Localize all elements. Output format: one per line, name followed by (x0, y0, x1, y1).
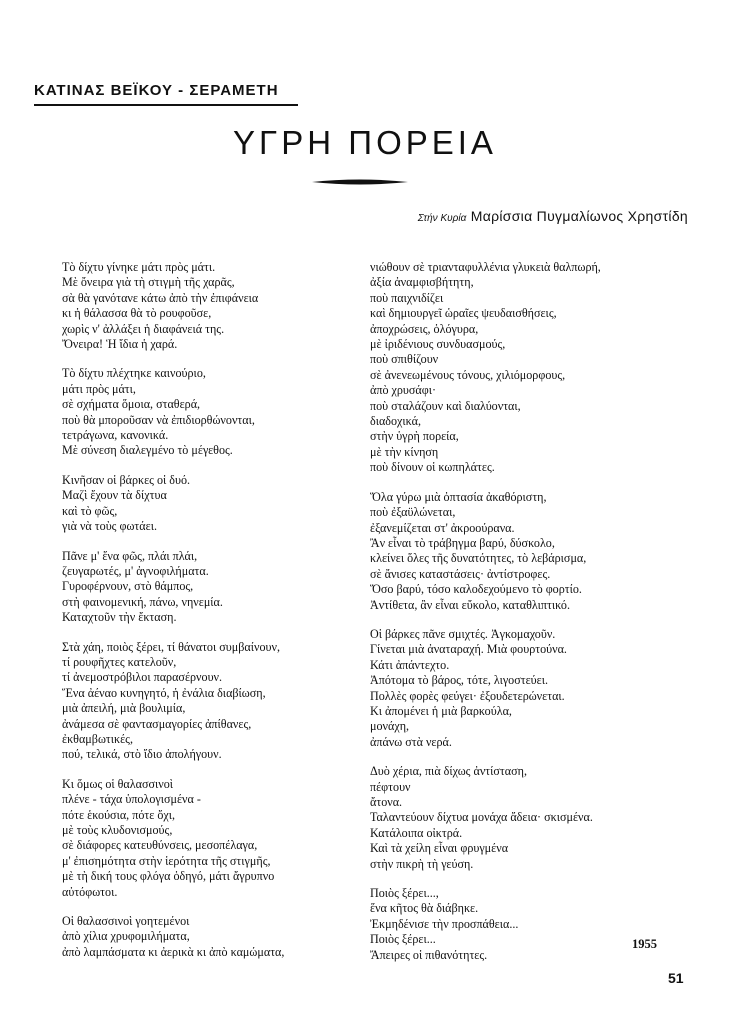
poem-line: Γυροφέρνουν, στὸ θάμπος, (62, 579, 194, 594)
stanza (370, 260, 700, 476)
dedication-name: Μαρίσσια Πυγμαλίωνος Χρηστίδη (470, 208, 688, 224)
poem-line: διαδοχικά, (370, 414, 422, 429)
poem-line: ἀνάμεσα σὲ φαντασμαγορίες ἀπίθανες, (62, 716, 252, 731)
poem-line: ποὺ θὰ μποροῦσαν νὰ ἐπιδιορθώνονται, (62, 412, 255, 427)
poem-line: Πᾶνε μ' ἕνα φῶς, πλάι πλάι, (62, 548, 198, 563)
stanza (62, 366, 352, 458)
poem-line: μὲ τὴ δική τους φλόγα ὁδηγό, μάτι ἄγρυπνο (62, 869, 275, 884)
poem-line: τετράγωνα, κανονικά. (62, 428, 169, 443)
poem-line: Ὅλα γύρω μιὰ ὀπτασία ἀκαθόριστη, (370, 489, 547, 504)
poem-line: κλείνει ὅλες τῆς δυνατότητες, τὸ λεβάρισμα, (370, 551, 587, 566)
poem-line: καὶ τὸ φῶς, (62, 503, 118, 518)
poem-line: αὐτόφωτοι. (62, 884, 118, 899)
poem-line: ποὺ παιχνιδίζει (370, 290, 444, 305)
poem-line: Ἀπότομα τὸ βάρος, τότε, λιγοστεύει. (370, 673, 549, 688)
poem-line: μὲ τὴν κίνηση (370, 444, 439, 459)
poem-line: Ἕνα ἀέναο κυνηγητό, ἡ ἐνάλια διαβίωση, (62, 685, 266, 700)
poem-line: νιώθουν σὲ τριανταφυλλένια γλυκειὰ θαλπωρή, (370, 260, 601, 274)
poem-line: Ὅσο βαρύ, τόσο καλοδεχούμενο τὸ φορτίο. (370, 582, 582, 597)
poem-line: Οἱ θαλασσινοὶ γοητεμένοι (62, 914, 190, 929)
poem-line: χωρὶς ν' ἀλλάξει ἡ διαφάνειά της. (62, 321, 225, 336)
dedication-prefix: Στήν Κυρία (417, 213, 467, 224)
stanza (370, 627, 700, 750)
poem-line: στὴν ὑγρὴ πορεία, (370, 429, 459, 444)
poem-year: 1955 (632, 937, 657, 951)
poem-line: στὴν πικρὴ τὴ γεύση. (370, 856, 474, 871)
poem-line: σὲ ἀνενεωμένους τόνους, χιλιόμορφους, (370, 367, 566, 382)
poem-line: γιὰ νὰ τοὺς φωτάει. (62, 519, 157, 534)
poem-line: ἀπὸ χρυσάφι· (370, 383, 437, 398)
poem-line: σὲ ἄνισες καταστάσεις· ἀντίστροφες. (370, 566, 551, 581)
author-underline (34, 104, 298, 106)
poem-line: Τὸ δίχτυ πλέχτηκε καινούριο, (62, 366, 206, 381)
poem-line: Κάτι ἀπάντεχτο. (370, 657, 450, 672)
poem-line: Ἀντίθετα, ἂν εἶναι εὔκολο, καταθλιπτικό. (370, 597, 570, 612)
poem-line: ἕνα κῆτος θὰ διάβηκε. (370, 901, 479, 916)
poem-line: μὲ τοὺς κλυδονισμούς, (62, 823, 173, 837)
stanza (62, 914, 352, 960)
title-ornament (312, 176, 408, 188)
poem-line: κι ἡ θάλασσα θὰ τὸ ρουφοῦσε, (62, 306, 212, 321)
poem-line: ἀπάνω στὰ νερά. (370, 734, 452, 749)
poem-line: μιὰ ἀπειλή, μιὰ βουλιμία, (62, 701, 186, 716)
poem-line: Ἂν εἶναι τὸ τράβηγμα βαρύ, δύσκολο, (370, 535, 555, 550)
poem-line: σὲ σχήματα ὅμοια, σταθερά, (62, 397, 201, 412)
poem-title: ΥΓΡΗ ΠΟΡΕΙΑ (233, 124, 497, 161)
poem-line: Γίνεται μιὰ ἀναταραχή. Μιὰ φουρτούνα. (370, 642, 567, 657)
poem-line: σὰ θὰ γανότανε κάτω ἀπὸ τὴν ἐπιφάνεια (62, 290, 259, 305)
poem-line: ἀπὸ λαμπάσματα κι ἀερικὰ κι ἀπὸ καμώματα, (62, 944, 285, 959)
poem-line: ποὺ σταλάζουν καὶ διαλύονται, (370, 398, 521, 413)
poem-line: ἐξανεμίζεται στ' ἀκροούρανα. (370, 520, 515, 535)
page-number: 51 (668, 970, 684, 986)
poem-line: πού, τελικά, στὸ ἴδιο ἀπολήγουν. (62, 747, 222, 762)
stanza (62, 777, 352, 900)
poem-line: Ἐκμηδένισε τὴν προσπάθεια... (370, 916, 519, 931)
poem-line: ἀξία ἀναμφισβήτητη, (370, 275, 474, 290)
poem-line: σὲ διάφορες κατευθύνσεις, μεσοπέλαγα, (62, 838, 258, 853)
poem-line: Στὰ χάη, ποιὸς ξέρει, τί θάνατοι συμβαίνουν, (62, 639, 280, 654)
poem-line: τί ρουφῆχτες κατελοῦν, (62, 654, 177, 669)
poem-line: ἄτονα. (370, 795, 403, 809)
poem-line: Μὲ σύνεση διαλεγμένο τὸ μέγεθος. (62, 443, 233, 458)
poem-line: Ὄνειρα! Ἡ ἴδια ἡ χαρά. (62, 337, 178, 352)
poem-line: ζευγαρωτές, μ' ἀγνοφιλήματα. (62, 563, 209, 578)
poem-line: Κατάλοιπα οἰκτρά. (370, 825, 463, 840)
poem-line: μ' ἐπισημότητα στὴν ἱερότητα τῆς στιγμῆς, (62, 853, 271, 868)
poem-column-left (62, 260, 352, 974)
dedication (418, 208, 688, 226)
poem-line: Ποιὸς ξέρει..., (370, 886, 439, 901)
poem-line: τί ἀνεμοστρόβιλοι παρασέρνουν. (62, 670, 223, 685)
author-name: ΚΑΤΙΝΑΣ ΒΕΪΚΟΥ - ΣΕΡΑΜΕΤΗ (34, 82, 279, 99)
stanza (62, 549, 352, 626)
poem-line: ἐκθαμβωτικές, (62, 731, 133, 746)
poem-line: Καὶ τὰ χείλη εἶναι φρυγμένα (370, 841, 509, 856)
stanza (62, 473, 352, 535)
poem-line: πότε ἑκούσια, πότε ὄχι, (62, 807, 176, 822)
poem-line: Μὲ ὄνειρα γιὰ τὴ στιγμὴ τῆς χαρᾶς, (62, 275, 235, 290)
poem-line: ποὺ δίνουν οἱ κωπηλάτες. (370, 460, 495, 475)
stanza (370, 490, 700, 613)
poem-line: ποὺ ἐξαϋλώνεται, (370, 505, 456, 520)
poem-line: στὴ φαινομενική, πάνω, νηνεμία. (62, 594, 223, 609)
poem-line: Κι ἀπομένει ἡ μιὰ βαρκούλα, (370, 703, 512, 718)
poem-line: καὶ δημιουργεῖ ὡραῖες ψευδαισθήσεις, (370, 306, 557, 321)
poem-line: ποὺ σπιθίζουν (370, 352, 439, 367)
poem-line: μονάχη, (370, 719, 410, 734)
stanza (62, 260, 352, 352)
poem-line: Οἱ βάρκες πᾶνε σμιχτές. Ἀγκομαχοῦν. (370, 626, 556, 641)
poem-line: Μαζὶ ἔχουν τὰ δίχτυα (62, 488, 167, 503)
poem-column-right (370, 260, 700, 977)
stanza (370, 764, 700, 872)
poem-line: Καταχτοῦν τὴν ἔκταση. (62, 610, 177, 625)
poem-line: Ἄπειρες οἱ πιθανότητες. (370, 947, 488, 962)
poem-line: ἀποχρώσεις, ὁλόγυρα, (370, 321, 479, 336)
poem-line: Ποιὸς ξέρει... (370, 932, 436, 947)
poem-line: Δυὸ χέρια, πιὰ δίχως ἀντίσταση, (370, 764, 528, 779)
poem-line: Κινῆσαν οἱ βάρκες οἱ δυό. (62, 472, 191, 487)
poem-line: ἀπὸ χίλια χρυφομιλήματα, (62, 929, 190, 944)
poem-line: Πολλὲς φορὲς φεύγει· ἐξουδετερώνεται. (370, 688, 565, 703)
poem-line: Τὸ δίχτυ γίνηκε μάτι πρὸς μάτι. (62, 260, 216, 274)
stanza (62, 640, 352, 763)
poem-line: πλένε - τάχα ὑπολογισμένα - (62, 792, 201, 807)
poem-line: Κι ὅμως οἱ θαλασσινοὶ (62, 776, 174, 791)
poem-line: Ταλαντεύουν δίχτυα μονάχα ἄδεια· σκισμένα. (370, 810, 593, 825)
poem-line: πέφτουν (370, 779, 411, 794)
poem-line: μὲ ἰριδένιους συνδυασμούς, (370, 337, 506, 352)
poem-line: μάτι πρὸς μάτι, (62, 381, 136, 396)
